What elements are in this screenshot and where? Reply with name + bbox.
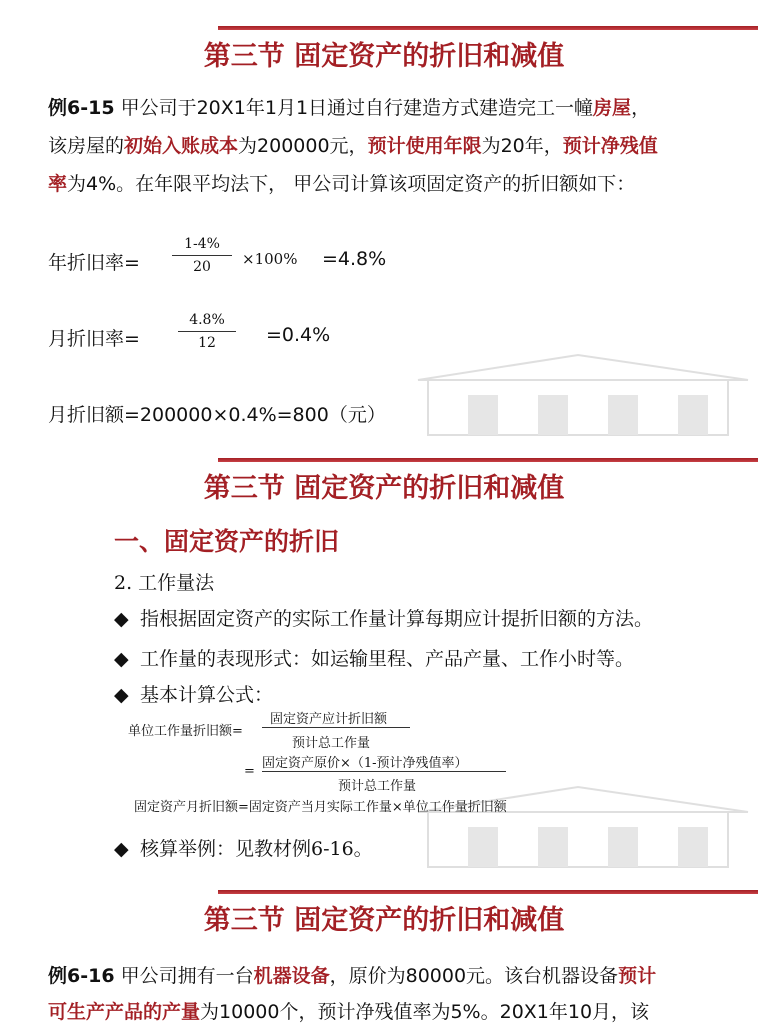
monthly-rate-label: 月折旧率=: [48, 328, 140, 350]
bullet-text: 核算举例：见教材例6-16。: [140, 838, 373, 860]
example-line-2: [48, 128, 658, 165]
example-line-1: [48, 958, 656, 995]
slide-title: 第三节 固定资产的折旧和减值: [203, 905, 565, 936]
formula-a-label: 单位工作量折旧额=: [128, 724, 243, 739]
highlight-term: 初始入账成本: [124, 135, 239, 157]
slide-title: 第三节 固定资产的折旧和减值: [203, 473, 565, 504]
fraction-denominator: 20: [193, 259, 211, 275]
highlight-term: 可生产产品的产量: [48, 1001, 201, 1023]
slide-2: [0, 452, 768, 882]
highlight-term: 率: [48, 173, 68, 195]
fraction-bar: [262, 771, 506, 772]
slide-1: [0, 0, 768, 440]
building-watermark-icon: [408, 350, 758, 440]
section-heading: 一、固定资产的折旧: [114, 527, 340, 556]
monthly-depreciation-formula: 月折旧额=200000×0.4%=800（元）: [48, 404, 386, 426]
example-number: 例6-16: [48, 965, 115, 987]
bullet-text: 工作量的表现形式：如运输里程、产品产量、工作小时等。: [140, 648, 635, 670]
annual-rate-label: 年折旧率=: [48, 252, 140, 274]
example-line-2: [48, 994, 649, 1024]
bullet-item: [114, 680, 273, 707]
highlight-term: 预计净残值: [562, 135, 658, 157]
formula-a-numerator: 固定资产应计折旧额: [270, 712, 388, 727]
bullet-text: 指根据固定资产的实际工作量计算每期应计提折旧额的方法。: [140, 608, 654, 630]
example-line-1: [48, 90, 650, 127]
text-segment: 甲公司拥有一台: [114, 965, 254, 987]
formula-a-denominator: 预计总工作量: [292, 736, 371, 751]
building-watermark-icon: [408, 782, 758, 872]
example-line-3: [48, 166, 635, 203]
text-segment: 该房屋的: [48, 135, 125, 157]
highlight-term: 预计: [618, 965, 657, 987]
highlight-term: 预计使用年限: [367, 135, 482, 157]
slide-3: [0, 884, 768, 1024]
fraction-bar: [172, 255, 232, 256]
text-segment: ，: [631, 97, 651, 119]
text-segment: 为20年，: [481, 135, 563, 157]
title-rule: [218, 26, 758, 30]
bullet-icon: ◆: [114, 838, 129, 860]
formula-b-equals: =: [244, 764, 255, 779]
bullet-item: [114, 644, 634, 671]
bullet-text: 基本计算公式：: [140, 684, 274, 706]
bullet-item: [114, 834, 373, 861]
fraction-numerator: 1-4%: [184, 236, 220, 252]
text-segment: ，原价为80000元。该台机器设备: [329, 965, 619, 987]
fraction-bar: [178, 331, 236, 332]
annual-rate-fraction: [172, 236, 232, 275]
method-heading: 2. 工作量法: [114, 572, 215, 594]
bullet-item: [114, 604, 653, 631]
slide-title: 第三节 固定资产的折旧和减值: [203, 41, 565, 72]
multiplier: ×100%: [242, 250, 298, 268]
bullet-icon: ◆: [114, 648, 129, 670]
bullet-icon: ◆: [114, 608, 129, 630]
text-segment: 甲公司于20X1年1月1日通过自行建造方式建造完工一幢: [114, 97, 594, 119]
fraction-bar: [262, 727, 410, 728]
text-segment: 为4%。在年限平均法下， 甲公司计算该项固定资产的折旧额如下：: [67, 173, 636, 195]
example-number: 例6-15: [48, 97, 115, 119]
formula-b-numerator: 固定资产原价×（1-预计净残值率）: [262, 756, 468, 771]
formula-b-denominator: 预计总工作量: [338, 779, 417, 794]
title-rule: [218, 890, 758, 894]
fraction-numerator: 4.8%: [189, 312, 225, 328]
monthly-rate-result: =0.4%: [266, 324, 331, 346]
annual-rate-result: =4.8%: [322, 248, 387, 270]
formula-c: 固定资产月折旧额=固定资产当月实际工作量×单位工作量折旧额: [134, 800, 507, 815]
fraction-denominator: 12: [198, 335, 216, 351]
monthly-rate-fraction: [178, 312, 236, 351]
highlight-term: 机器设备: [253, 965, 330, 987]
text-segment: 为10000个，预计净残值率为5%。20X1年10月，该: [200, 1001, 650, 1023]
highlight-term: 房屋: [593, 97, 632, 119]
text-segment: 为200000元，: [238, 135, 368, 157]
title-rule: [218, 458, 758, 462]
bullet-icon: ◆: [114, 684, 129, 706]
